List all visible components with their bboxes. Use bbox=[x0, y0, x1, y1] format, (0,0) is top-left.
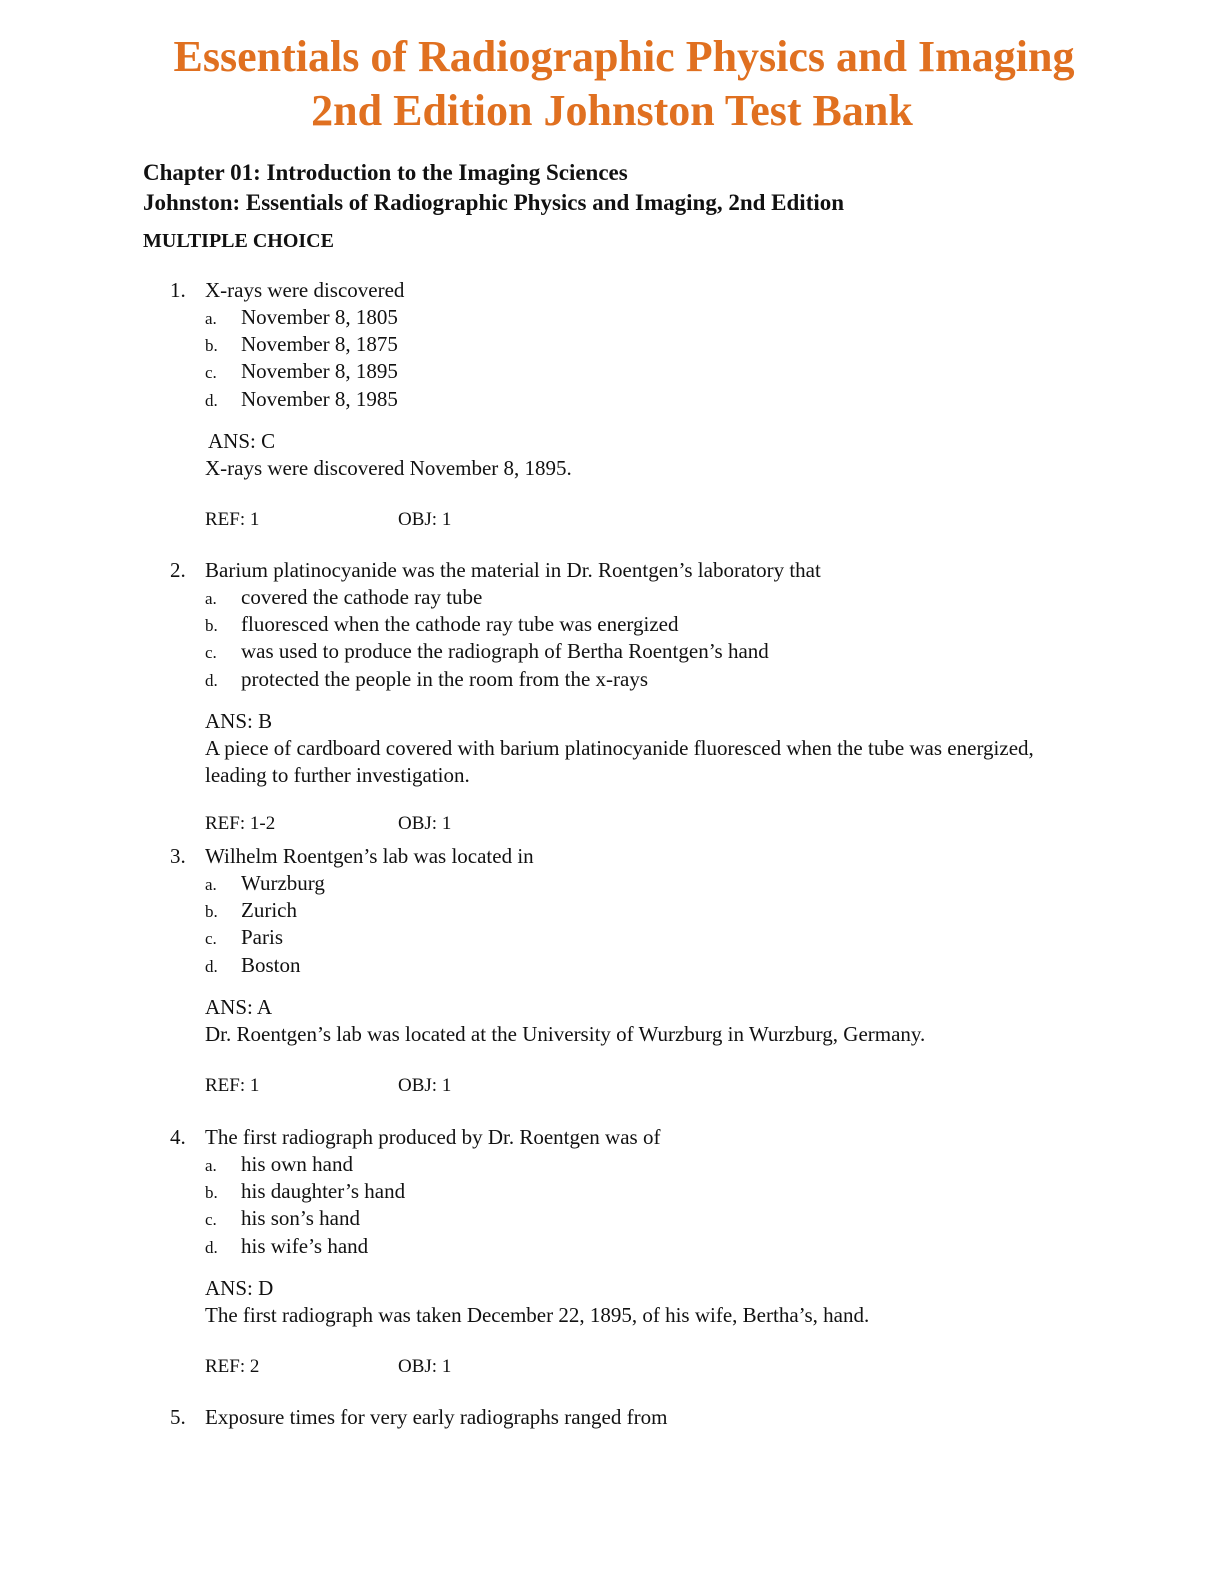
option-letter: c. bbox=[205, 929, 217, 948]
objective: OBJ: 1 bbox=[398, 1356, 452, 1377]
question-number: 4. bbox=[170, 1125, 186, 1149]
option-letter: b. bbox=[205, 902, 218, 921]
option-text: his daughter’s hand bbox=[241, 1179, 406, 1203]
reference: REF: 1-2 bbox=[205, 813, 276, 834]
objective: OBJ: 1 bbox=[398, 813, 452, 834]
objective: OBJ: 1 bbox=[398, 1075, 452, 1096]
answer-key: ANS: D bbox=[205, 1276, 274, 1300]
option-letter: b. bbox=[205, 616, 218, 635]
option-text: November 8, 1875 bbox=[241, 332, 398, 356]
answer-explanation: Dr. Roentgen’s lab was located at the University of Wurzburg in Wurzburg, Germany. bbox=[205, 1022, 926, 1046]
option-letter: c. bbox=[205, 363, 217, 382]
question-stem: Barium platinocyanide was the material in Dr. Roentgen’s laboratory that bbox=[205, 558, 821, 582]
option-text: his own hand bbox=[241, 1152, 353, 1176]
question-stem: X-rays were discovered bbox=[205, 278, 405, 302]
option-letter: c. bbox=[205, 643, 217, 662]
option-text: his wife’s hand bbox=[241, 1234, 369, 1258]
option-letter: a. bbox=[205, 875, 217, 894]
answer-explanation: A piece of cardboard covered with barium platinocyanide fluoresced when the tube was energized, leading to further investigation. bbox=[205, 736, 1034, 787]
answer-explanation: The first radiograph was taken December 22, 1895, of his wife, Bertha’s, hand. bbox=[205, 1303, 870, 1327]
reference: REF: 1 bbox=[205, 509, 260, 530]
question-number: 2. bbox=[170, 558, 186, 582]
option-text: Paris bbox=[241, 925, 283, 949]
answer-key: ANS: C bbox=[208, 429, 276, 453]
option-text: November 8, 1985 bbox=[241, 387, 398, 411]
option-text: November 8, 1895 bbox=[241, 359, 398, 383]
option-text: protected the people in the room from the x-rays bbox=[241, 667, 649, 691]
option-letter: a. bbox=[205, 1156, 217, 1175]
option-letter: b. bbox=[205, 1183, 218, 1202]
question-stem: Wilhelm Roentgen’s lab was located in bbox=[205, 844, 534, 868]
book-heading: Johnston: Essentials of Radiographic Physics and Imaging, 2nd Edition bbox=[143, 190, 845, 215]
option-letter: c. bbox=[205, 1210, 217, 1229]
section-heading: MULTIPLE CHOICE bbox=[143, 230, 334, 252]
question-stem: Exposure times for very early radiographs ranged from bbox=[205, 1405, 668, 1429]
answer-key: ANS: A bbox=[205, 995, 273, 1019]
option-text: his son’s hand bbox=[241, 1206, 361, 1230]
question-number: 1. bbox=[170, 278, 186, 302]
option-text: Boston bbox=[241, 953, 301, 977]
option-letter: a. bbox=[205, 309, 217, 328]
question-stem: The first radiograph produced by Dr. Roentgen was of bbox=[205, 1125, 661, 1149]
answer-key: ANS: B bbox=[205, 709, 273, 733]
option-text: Zurich bbox=[241, 898, 297, 922]
option-letter: d. bbox=[205, 957, 218, 976]
objective: OBJ: 1 bbox=[398, 509, 452, 530]
option-letter: b. bbox=[205, 336, 218, 355]
option-letter: d. bbox=[205, 391, 218, 410]
option-letter: d. bbox=[205, 671, 218, 690]
option-text: Wurzburg bbox=[241, 871, 325, 895]
question-number: 5. bbox=[170, 1405, 186, 1429]
option-letter: d. bbox=[205, 1238, 218, 1257]
option-text: was used to produce the radiograph of Bertha Roentgen’s hand bbox=[241, 639, 769, 663]
document-title-line-2: 2nd Edition Johnston Test Bank bbox=[311, 86, 913, 135]
reference: REF: 2 bbox=[205, 1356, 260, 1377]
answer-explanation: X-rays were discovered November 8, 1895. bbox=[205, 456, 572, 480]
option-letter: a. bbox=[205, 589, 217, 608]
reference: REF: 1 bbox=[205, 1075, 260, 1096]
chapter-heading: Chapter 01: Introduction to the Imaging Sciences bbox=[143, 160, 628, 185]
question-number: 3. bbox=[170, 844, 186, 868]
option-text: covered the cathode ray tube bbox=[241, 585, 483, 609]
document-title-line-1: Essentials of Radiographic Physics and Imaging bbox=[173, 32, 1075, 81]
option-text: November 8, 1805 bbox=[241, 305, 398, 329]
option-text: fluoresced when the cathode ray tube was energized bbox=[241, 612, 679, 636]
